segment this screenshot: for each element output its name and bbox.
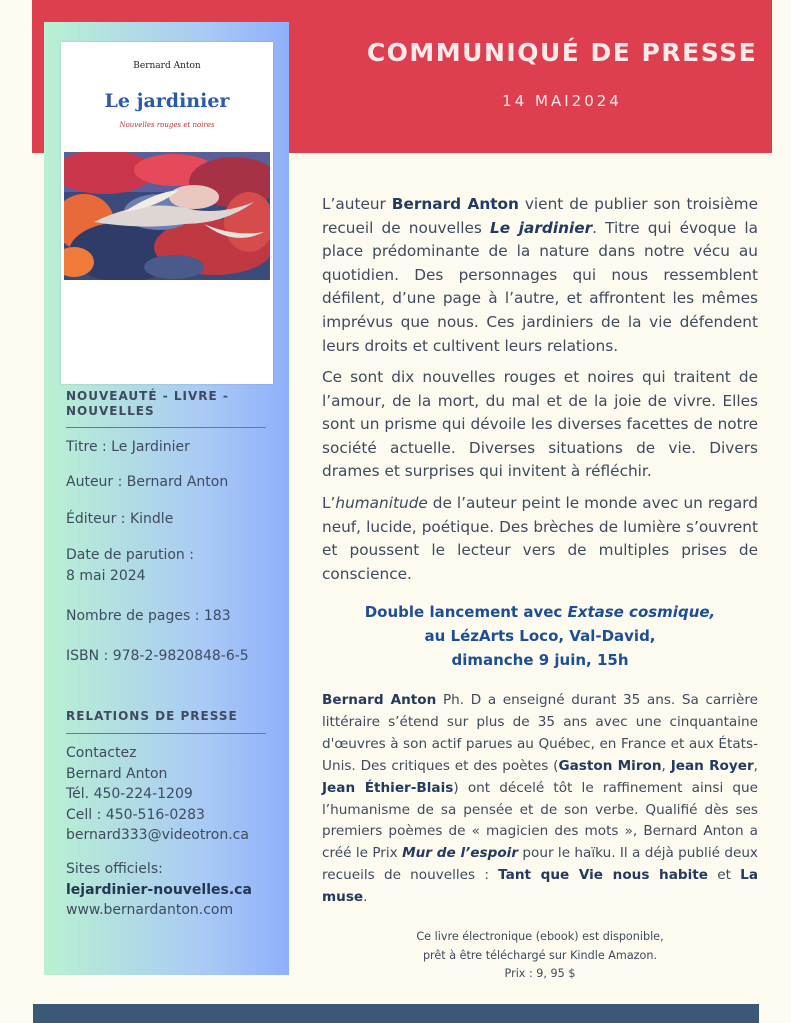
contact-cell: Cell : 450-516-0283 <box>66 806 205 823</box>
detail-isbn: ISBN : 978-2-9820848-6-5 <box>66 648 249 664</box>
detail-date-value: 8 mai 2024 <box>66 567 146 584</box>
press-divider <box>66 733 266 734</box>
contact-email[interactable]: bernard333@videotron.ca <box>66 827 249 843</box>
release-date: 14 MAI2024 <box>502 92 622 110</box>
page-title: COMMUNIQUÉ DE PRESSE <box>366 38 758 67</box>
detail-title: Titre : Le Jardinier <box>66 439 190 455</box>
section-heading-line2: NOUVELLES <box>66 404 155 418</box>
ebook-line-1: Ce livre électronique (ebook) est disponible, <box>416 930 664 943</box>
sites-label: Sites officiels: <box>66 861 163 877</box>
cover-painting <box>64 152 270 280</box>
press-heading: RELATIONS DE PRESSE <box>66 709 238 723</box>
detail-date <box>66 545 276 586</box>
cover-subtitle: Nouvelles rouges et noires <box>119 121 215 129</box>
author-bio: Bernard Anton Ph. D a enseigné durant 35 ans. Sa carrière littéraire s’étend sur plus de 35 ans avec une cinquantaine d'œuvres à son actif parues au Québec, en France et aux États-Unis. Des critiques et des poètes (Gaston Miron, Jean Royer, Jean Éthier-Blais) ont décelé tôt le raffinement ainsi que l’humanisme de sa pensée et de son verbe. Qualifié dès ses premiers poèmes de « magicien des mots », Bernard Anton a créé le Prix Mur de l’espoir pour le haïku. Il a déjà publié deux recueils de nouvelles : Tant que Vie nous habite et La muse. <box>322 692 759 906</box>
paragraph-themes: Ce sont dix nouvelles rouges et noires qui traitent de l’amour, de la mort, du mal et de la joie de vivre. Elles sont un prisme qui dévoile les diverses facettes de notre société actuelle. Diverses situations de vie. Divers drames et surprises qui invitent à réfléchir. <box>322 368 758 481</box>
launch-line-3: dimanche 9 juin, 15h <box>451 651 629 669</box>
detail-date-label: Date de parution : <box>66 547 194 563</box>
sidebar-divider <box>66 427 266 428</box>
site-link-2[interactable]: www.bernardanton.com <box>66 902 234 918</box>
section-heading-line1: NOUVEAUTÉ - LIVRE - <box>66 389 229 403</box>
author-name: Bernard Anton <box>391 195 519 213</box>
ebook-availability <box>322 928 758 984</box>
book-cover <box>61 42 273 384</box>
detail-pages: Nombre de pages : 183 <box>66 608 231 624</box>
paragraph-humanitude: L’humanitude de l’auteur peint le monde avec un regard neuf, lucide, poétique. Des brèches de lumière s’ouvrent et poussent le lecteur vers de multiples prises de conscience. <box>322 494 758 583</box>
cover-title: Le jardinier <box>104 90 230 112</box>
ebook-price: Prix : 9, 95 $ <box>504 967 576 980</box>
contact-tel: Tél. 450-224-1209 <box>66 786 193 802</box>
contact-block <box>66 743 276 846</box>
sites-block <box>66 859 276 921</box>
book-title: Le jardinier <box>490 218 593 237</box>
launch-line-2: au LézArts Loco, Val-David, <box>424 627 656 645</box>
paragraph-intro: L’auteur Bernard Anton vient de publier son troisième recueil de nouvelles Le jardinier. Titre qui évoque la place prédominante de la nature dans notre vécu au quotidien. Des personnages qui nous ressemblent défilent, d’une page à l’autre, et affrontent les mêmes imprévus que nous. Ces jardiniers de la vie défendent leurs droits et cultivent leurs relations. <box>322 195 758 355</box>
site-link-1[interactable]: lejardinier-nouvelles.ca <box>66 881 252 898</box>
cover-author: Bernard Anton <box>133 61 201 71</box>
ebook-line-2: prêt à être téléchargé sur Kindle Amazon. <box>422 948 658 962</box>
detail-publisher: Éditeur : Kindle <box>66 511 174 527</box>
launch-announcement <box>322 600 758 672</box>
detail-author: Auteur : Bernard Anton <box>66 474 229 490</box>
contact-label: Contactez <box>66 745 137 761</box>
launch-line-1: Double lancement avec Extase cosmique, <box>364 603 716 621</box>
footer-bar <box>33 1004 759 1023</box>
sidebar-section-heading <box>66 389 266 419</box>
contact-name: Bernard Anton <box>66 765 168 782</box>
